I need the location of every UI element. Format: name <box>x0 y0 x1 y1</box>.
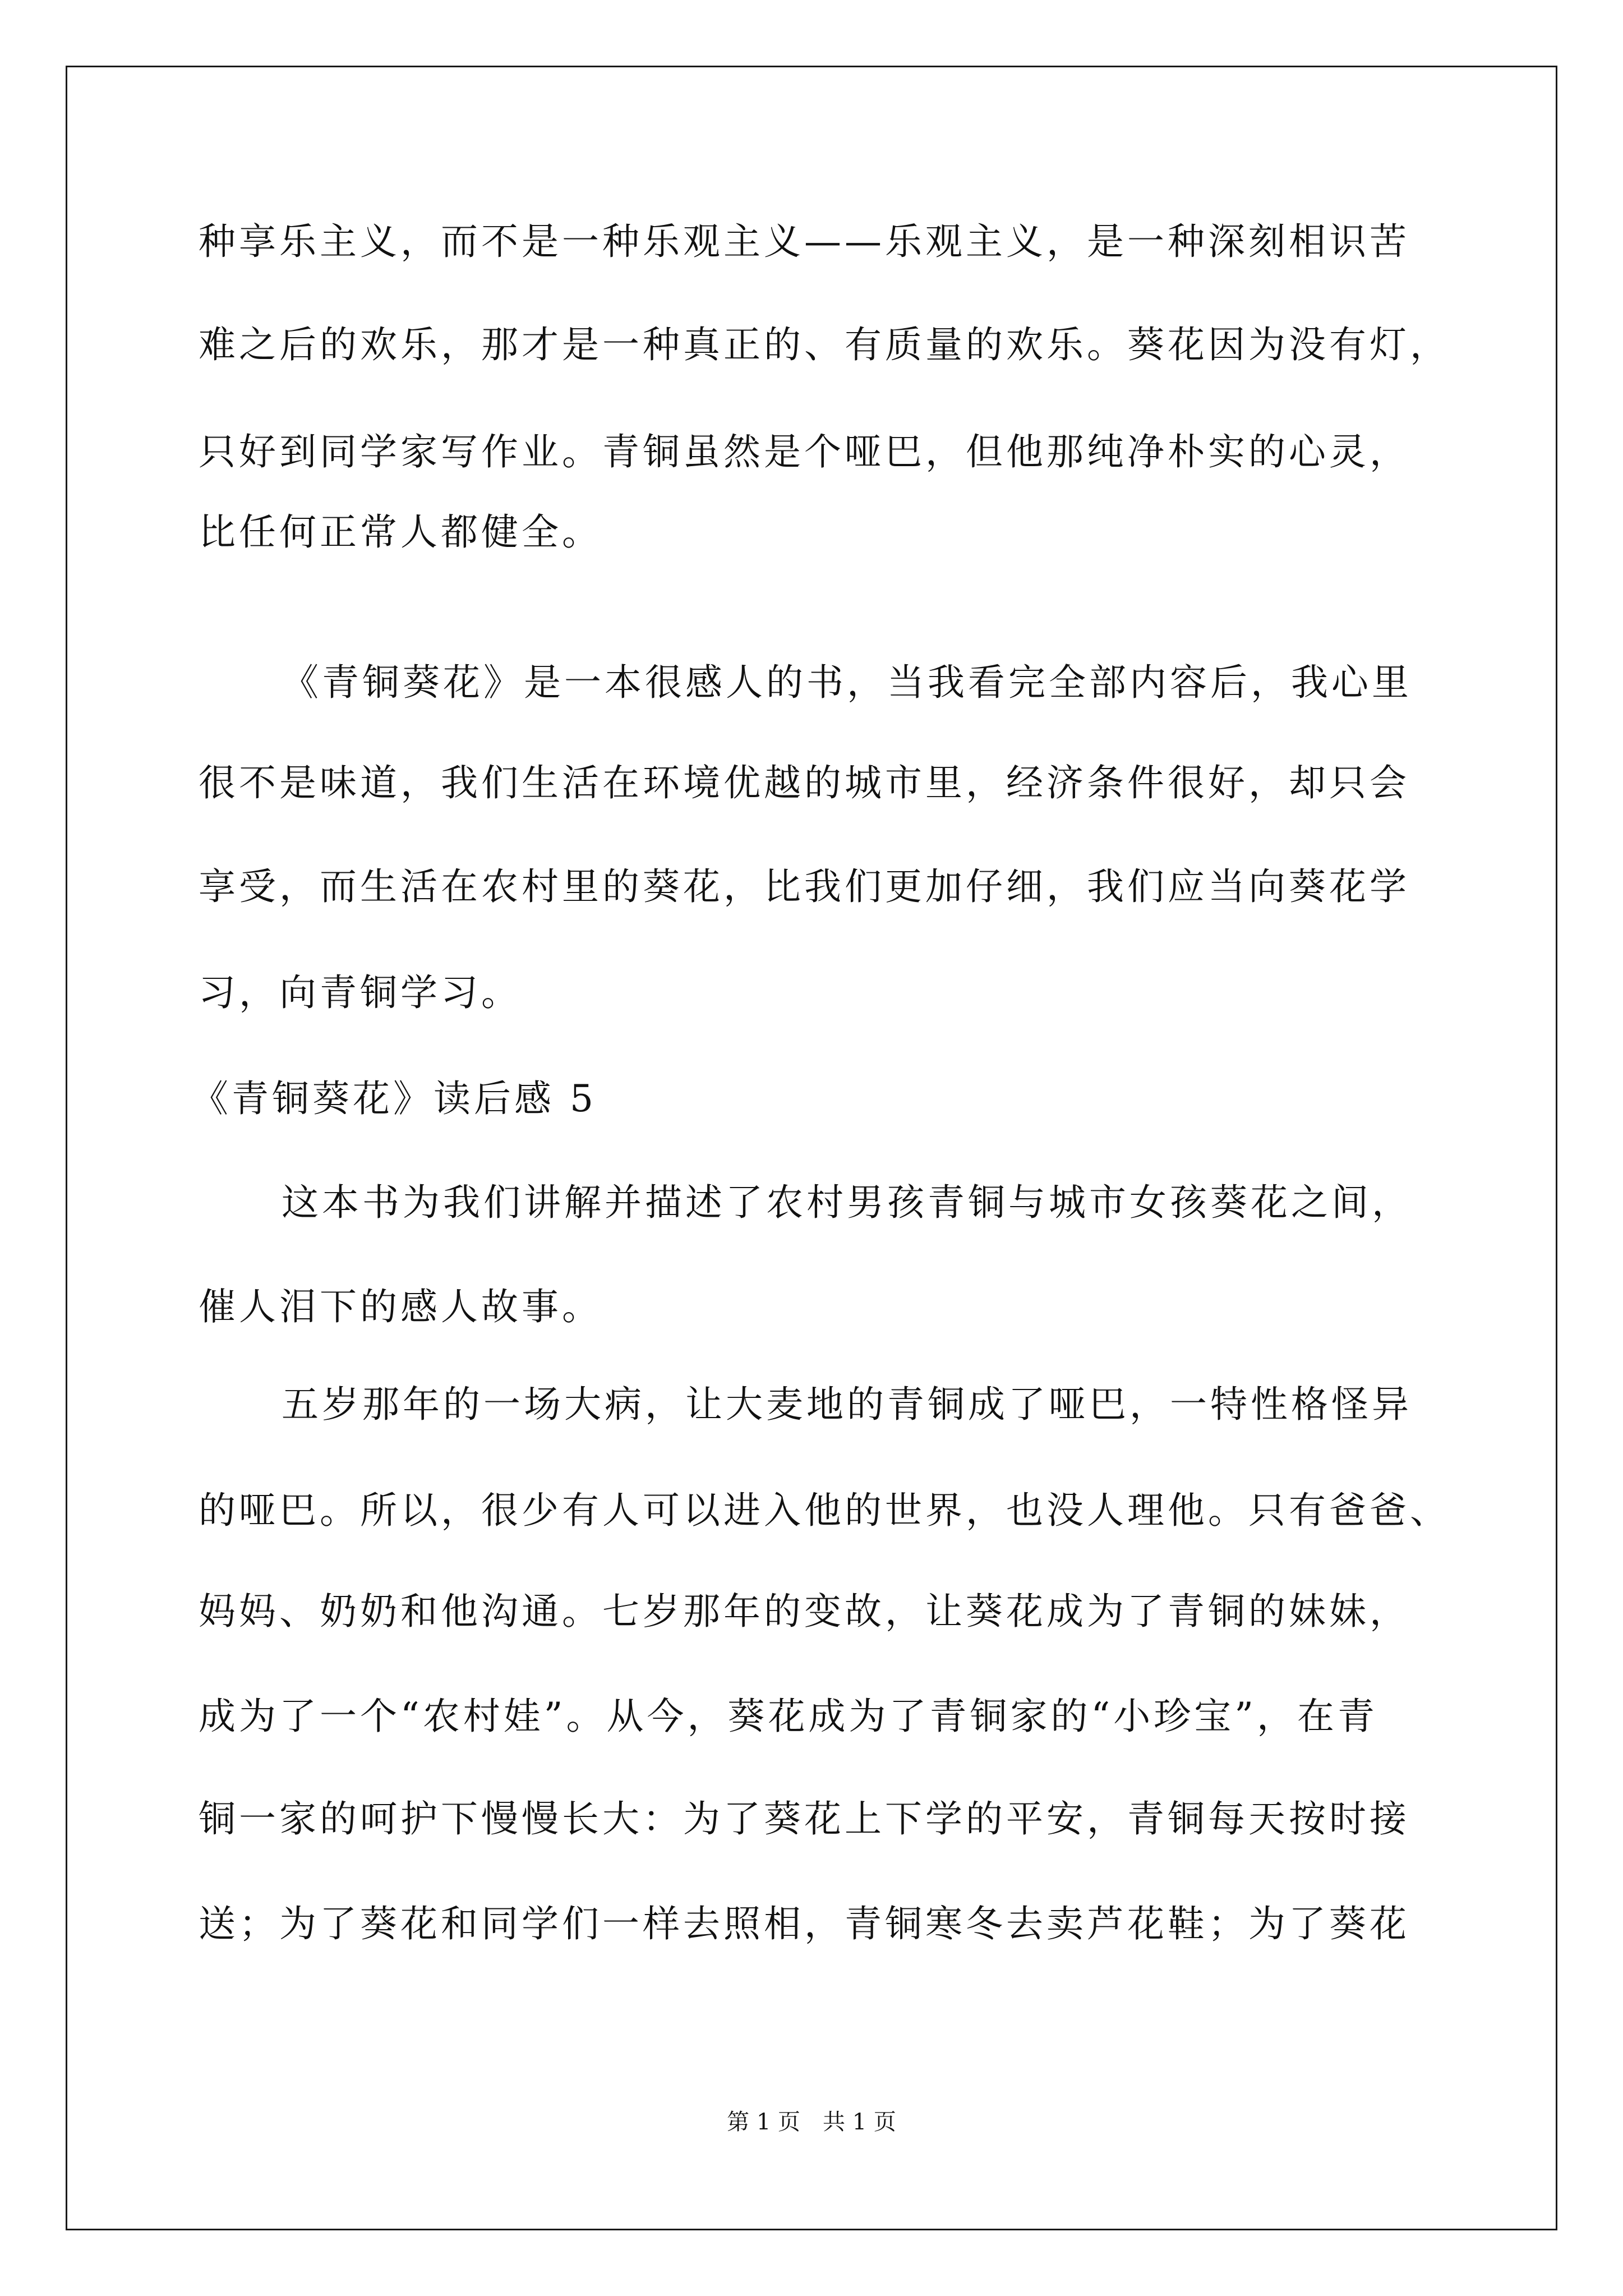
text-line: 妈妈、奶奶和他沟通。七岁那年的变故，让葵花成为了青铜的妹妹， <box>199 1590 1410 1633</box>
text-line: 铜一家的呵护下慢慢长大：为了葵花上下学的平安，青铜每天按时接 <box>199 1797 1410 1841</box>
text-line: 很不是味道，我们生活在环境优越的城市里，经济条件很好，却只会 <box>199 761 1410 804</box>
paragraph-first-line: 《青铜葵花》是一本很感人的书，当我看完全部内容后，我心里 <box>282 661 1412 704</box>
text-line: 比任何正常人都健全。 <box>199 510 602 554</box>
text-line: 只好到同学家写作业。青铜虽然是个哑巴，但他那纯净朴实的心灵， <box>199 430 1410 473</box>
text-line: 种享乐主义，而不是一种乐观主义——乐观主义，是一种深刻相识苦 <box>199 220 1410 263</box>
paragraph-first-line: 五岁那年的一场大病，让大麦地的青铜成了哑巴，一特性格怪异 <box>282 1383 1412 1426</box>
text-line: 成为了一个“农村娃”。从今，葵花成为了青铜家的“小珍宝”，在青 <box>199 1695 1378 1738</box>
text-line: 习，向青铜学习。 <box>199 971 522 1014</box>
text-line: 享受，而生活在农村里的葵花，比我们更加仔细，我们应当向葵花学 <box>199 865 1410 908</box>
text-line: 催人泪下的感人故事。 <box>199 1285 602 1328</box>
text-line: 送；为了葵花和同学们一样去照相，青铜寒冬去卖芦花鞋；为了葵花 <box>199 1902 1410 1945</box>
paragraph-first-line: 这本书为我们讲解并描述了农村男孩青铜与城市女孩葵花之间， <box>282 1181 1412 1224</box>
page-footer: 第 1 页 共 1 页 <box>727 2109 896 2135</box>
text-line: 难之后的欢乐，那才是一种真正的、有质量的欢乐。葵花因为没有灯， <box>199 323 1450 366</box>
section-heading: 《青铜葵花》读后感 5 <box>191 1077 597 1120</box>
text-line: 的哑巴。所以，很少有人可以进入他的世界，也没人理他。只有爸爸、 <box>199 1489 1450 1532</box>
